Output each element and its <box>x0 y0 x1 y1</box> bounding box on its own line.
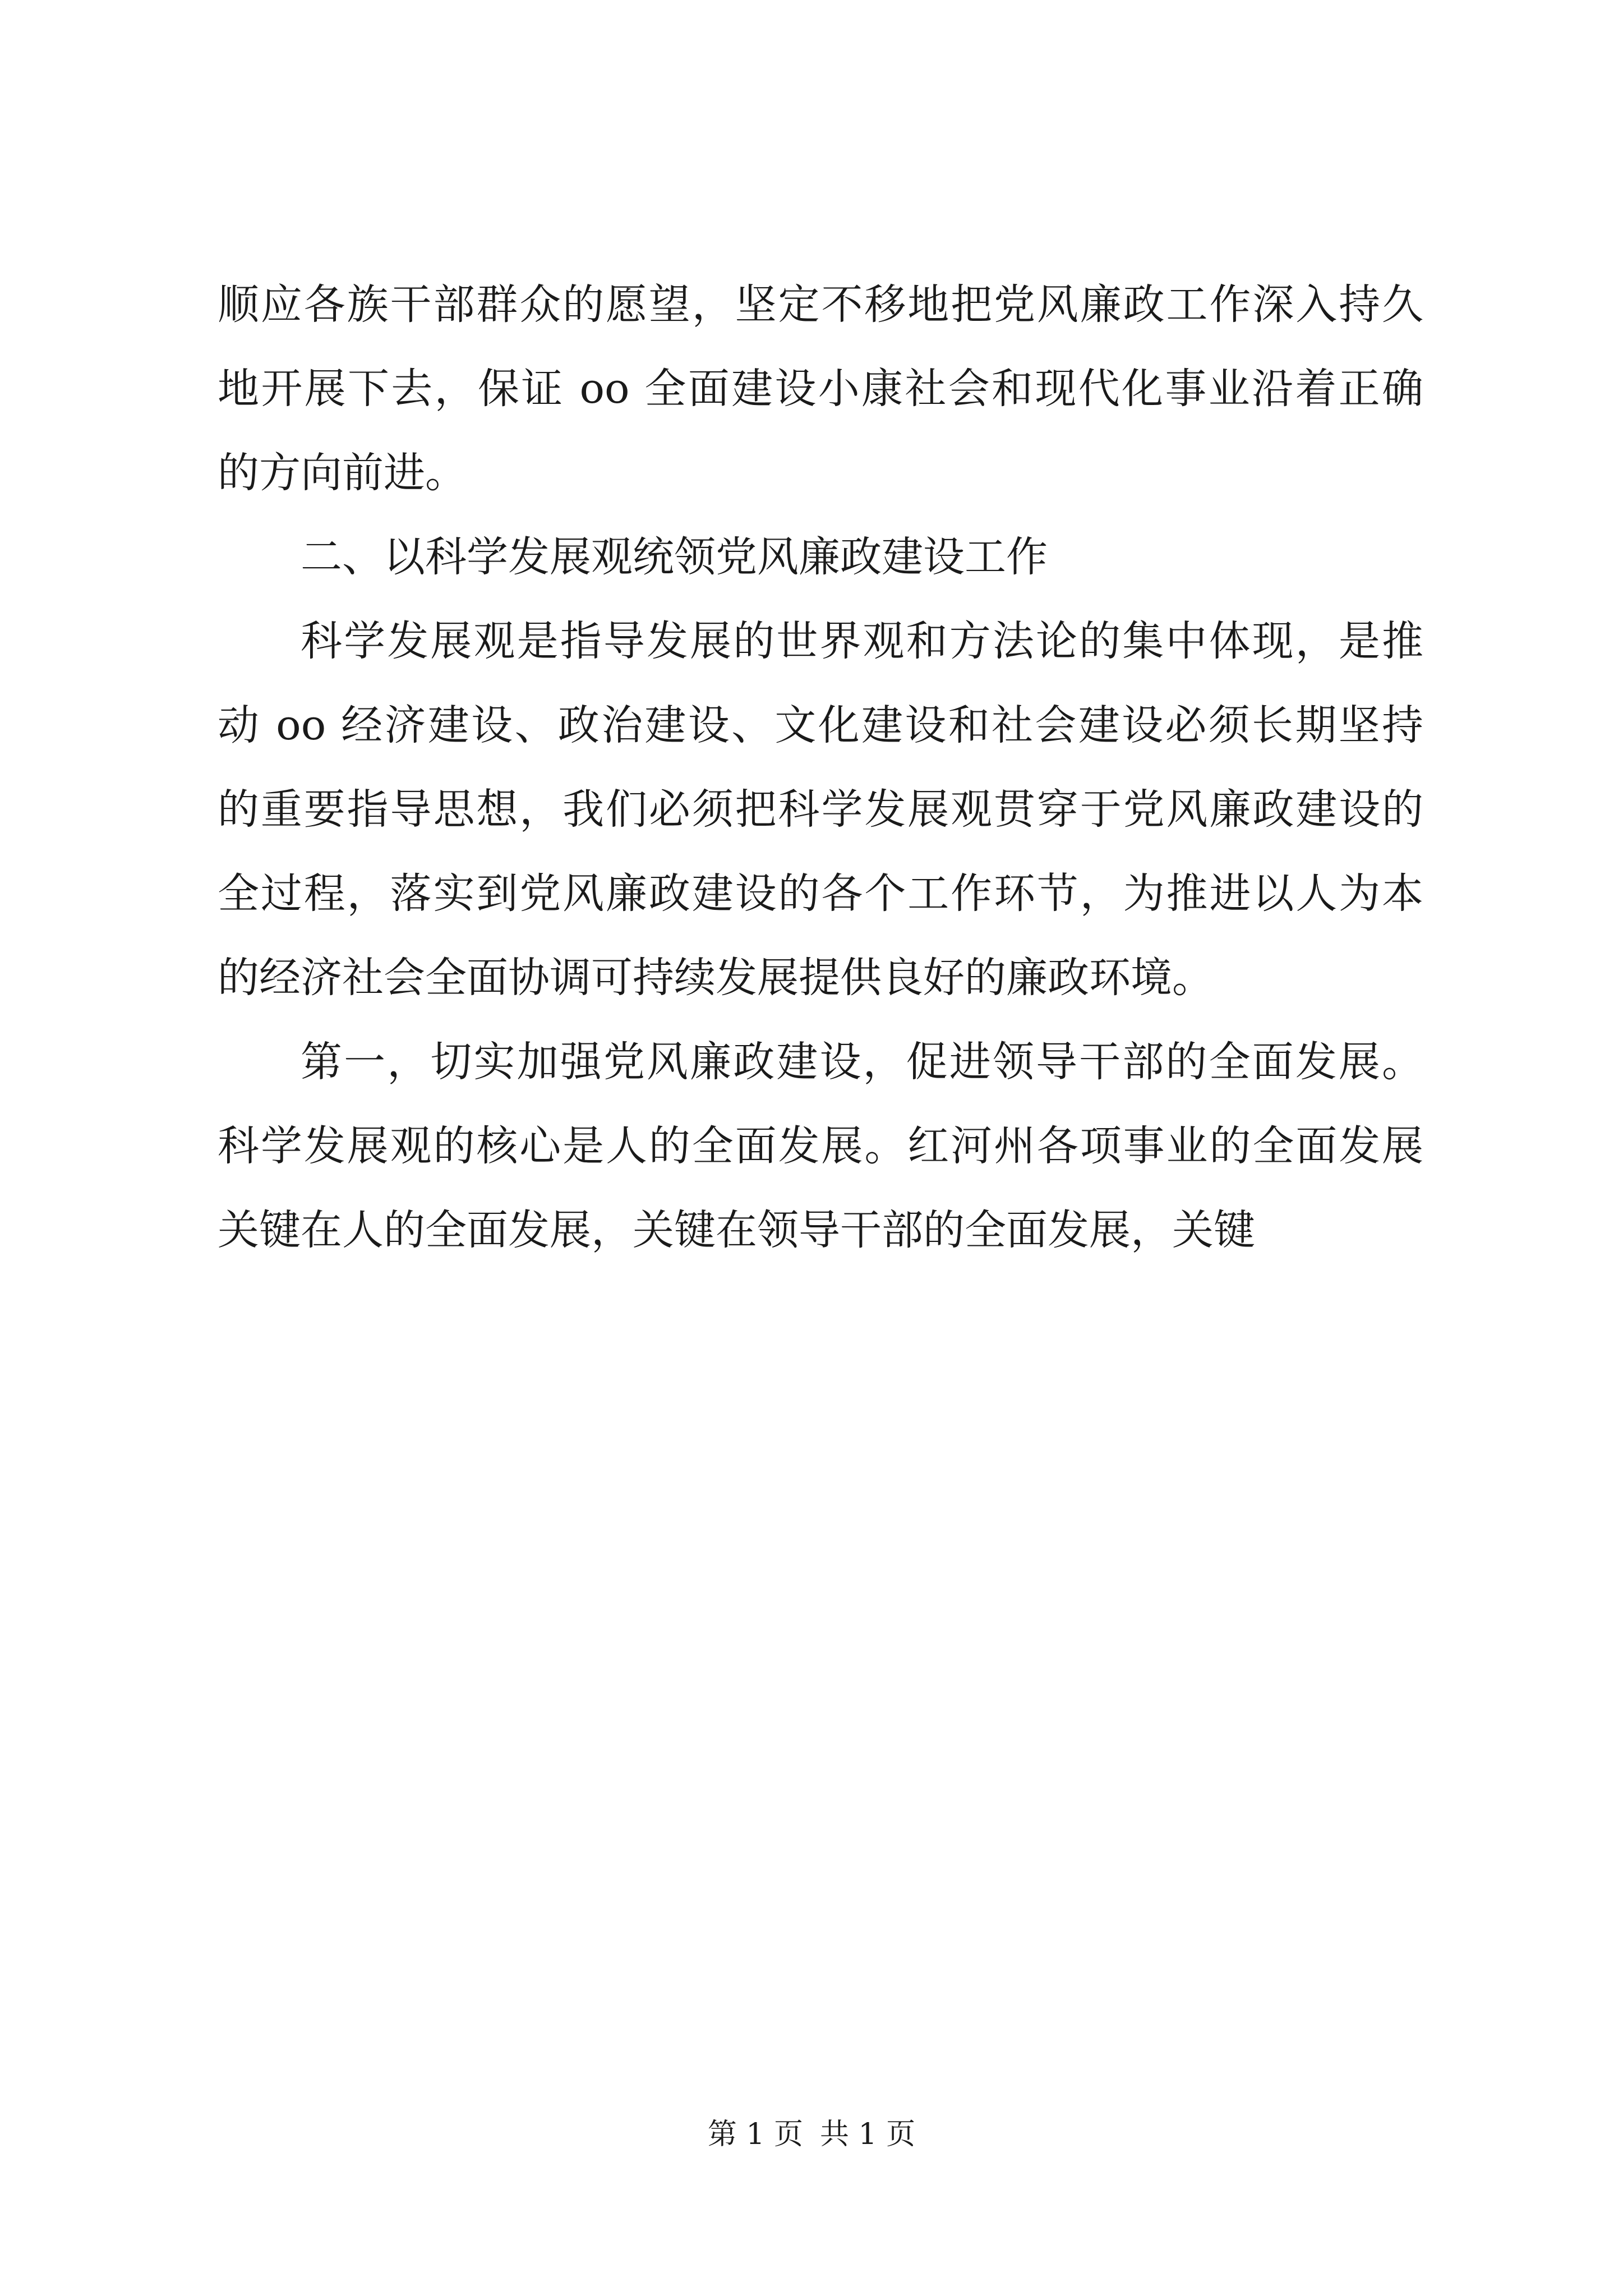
section-heading: 二、以科学发展观统领党风廉政建设工作 <box>301 533 1048 581</box>
page-footer <box>0 2115 1623 2154</box>
paragraph-1-line-2: 地开展下去，保证 oo 全面建设小康社会和现代化事业沿着正确 <box>218 365 1423 413</box>
page-total: 共 1 页 <box>820 2118 916 2151</box>
page-number: 第 1 页 <box>707 2118 803 2151</box>
document-body <box>218 263 1423 1272</box>
paragraph-2-line-3: 的重要指导思想，我们必须把科学发展观贯穿于党风廉政建设的 <box>218 785 1423 834</box>
paragraph-2-line-4: 全过程，落实到党风廉政建设的各个工作环节，为推进以人为本 <box>218 869 1423 918</box>
paragraph-3-line-3: 关键在人的全面发展，关键在领导干部的全面发展，关键 <box>218 1206 1255 1254</box>
paragraph-3-line-2: 科学发展观的核心是人的全面发展。红河州各项事业的全面发展 <box>218 1122 1423 1170</box>
paragraph-1-line-1: 顺应各族干部群众的愿望，坚定不移地把党风廉政工作深入持久 <box>218 280 1423 329</box>
paragraph-2-line-2: 动 oo 经济建设、政治建设、文化建设和社会建设必须长期坚持 <box>218 701 1423 749</box>
paragraph-1-line-3: 的方向前进。 <box>218 449 467 497</box>
paragraph-2-line-5: 的经济社会全面协调可持续发展提供良好的廉政环境。 <box>218 954 1214 1002</box>
paragraph-2-line-1: 科学发展观是指导发展的世界观和方法论的集中体现，是推 <box>301 617 1423 665</box>
paragraph-3-line-1: 第一，切实加强党风廉政建设，促进领导干部的全面发展。 <box>301 1038 1423 1086</box>
